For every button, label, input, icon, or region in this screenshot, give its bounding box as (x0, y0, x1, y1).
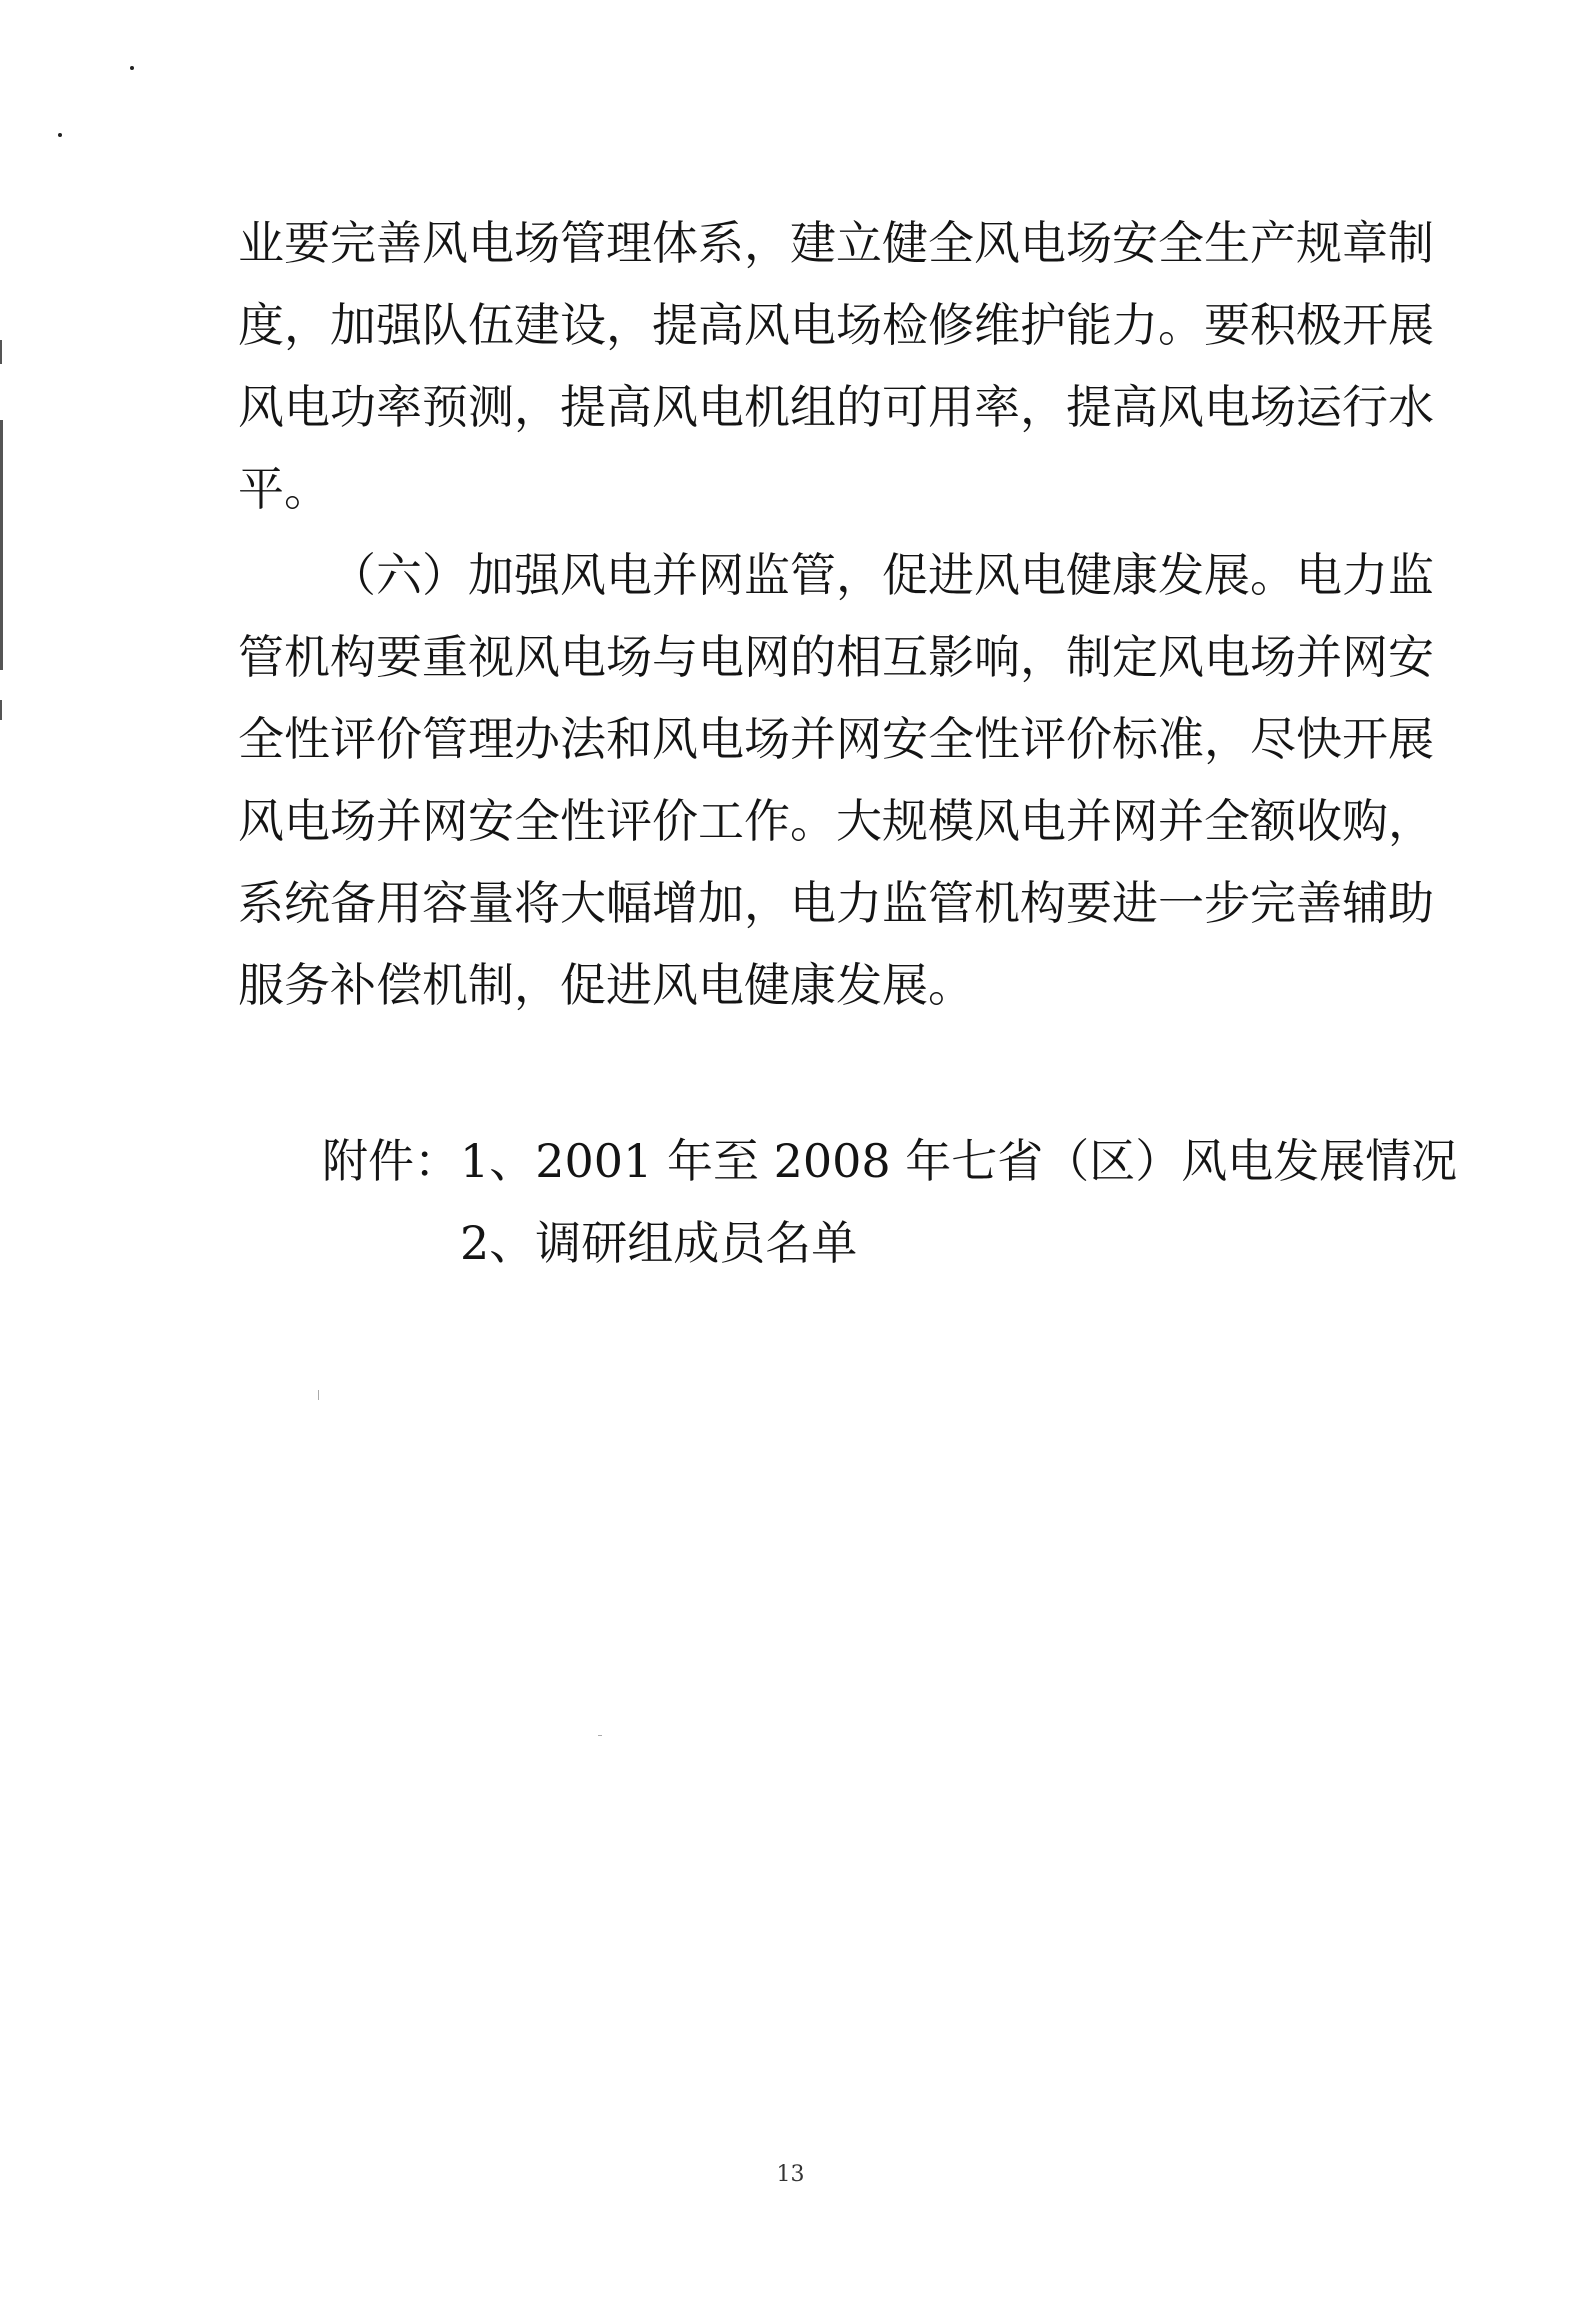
scan-edge-mark (0, 700, 2, 720)
attachment-item-1: 1、2001 年至 2008 年七省（区）风电发展情况 (460, 1134, 1458, 1188)
scan-speck (318, 1390, 319, 1400)
scan-speck (598, 1735, 602, 1736)
paragraph-1-line-1: 业要完善风电场管理体系，建立健全风电场安全生产规章制 (238, 216, 1434, 270)
scan-edge-mark (0, 420, 3, 670)
page-number: 13 (776, 2162, 805, 2187)
paragraph-2-line-1: （六）加强风电并网监管，促进风电健康发展。电力监 (330, 548, 1434, 602)
paragraph-2-line-3: 全性评价管理办法和风电场并网安全性评价标准，尽快开展 (238, 712, 1434, 766)
paragraph-2-line-2: 管机构要重视风电场与电网的相互影响，制定风电场并网安 (238, 630, 1434, 684)
paragraph-1-line-3: 风电功率预测，提高风电机组的可用率，提高风电场运行水 (238, 380, 1434, 434)
paragraph-1-line-2: 度，加强队伍建设，提高风电场检修维护能力。要积极开展 (238, 298, 1434, 352)
attachments-label: 附件： (322, 1134, 460, 1188)
scan-edge-mark (0, 340, 2, 364)
attachment-item-2: 2、调研组成员名单 (460, 1216, 858, 1270)
scan-speck (58, 133, 62, 137)
paragraph-2-line-6: 服务补偿机制，促进风电健康发展。 (238, 958, 974, 1012)
paragraph-2-line-5: 系统备用容量将大幅增加，电力监管机构要进一步完善辅助 (238, 876, 1434, 930)
paragraph-1-line-4: 平。 (238, 462, 330, 516)
paragraph-2-line-4: 风电场并网安全性评价工作。大规模风电并网并全额收购， (238, 794, 1434, 848)
scan-speck (130, 66, 134, 70)
